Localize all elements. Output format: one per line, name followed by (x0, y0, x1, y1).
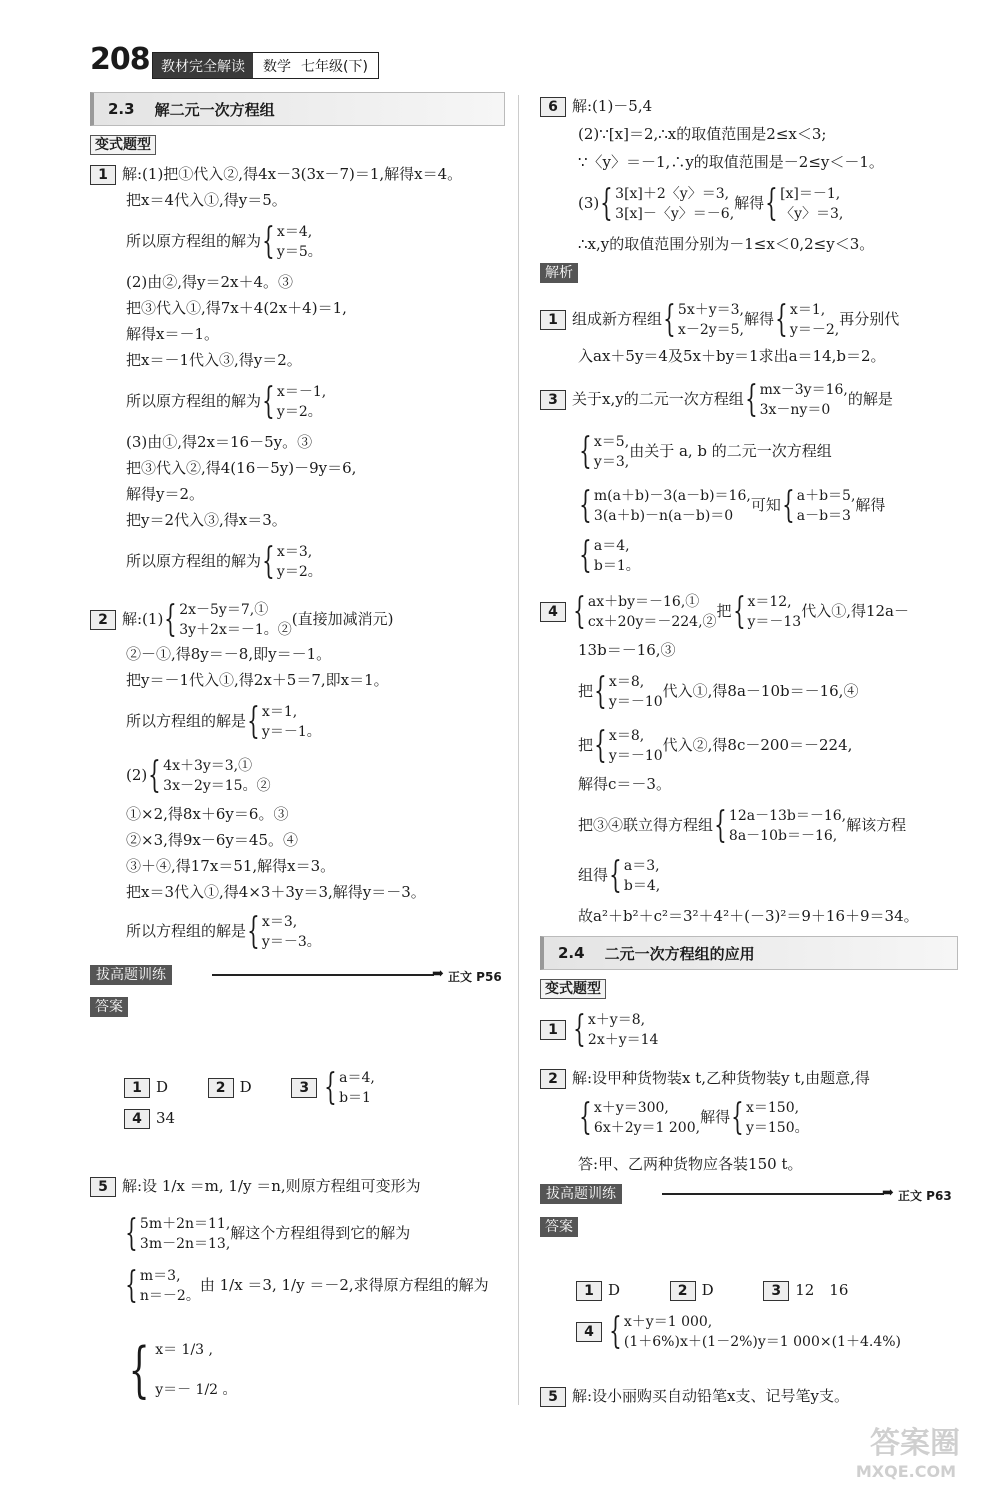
text-line: 把y＝－1代入①,得2x＋5＝7,即x＝1。 (126, 671, 389, 689)
text-line: { 5m＋2n＝11, 3m－2n＝13, 解这个方程组得到它的解为 (125, 1213, 411, 1254)
analysis-tag: 解析 (540, 262, 578, 282)
q1-line: 1 解:(1)把①代入②,得4x－3(3x－7)＝1,解得x＝4。 (90, 164, 462, 185)
text-line: { x＝5, y＝3, 由关于 a, b 的二元一次方程组 (579, 431, 832, 472)
equation-system: { 5m＋2n＝11, 3m－2n＝13, (125, 1213, 231, 1254)
equation-system: { m(a＋b)－3(a－b)＝16, 3(a＋b)－n(a－b)＝0 (579, 485, 751, 526)
q2-line: 2 解:(1) { 2x－5y＝7,① 3y＋2x＝－1。② (直接加减消元) (90, 600, 393, 640)
book-header (152, 52, 379, 79)
answer-row: 1 D 2 D 3 { a＝4, b＝1 (124, 1068, 375, 1108)
text-line: 把 { x＝8, y＝－10 代入①,得8a－10b＝－16,④ (578, 671, 859, 712)
equation-system: { x＝4, y＝5。 (262, 221, 322, 262)
text-line: 解得x＝－1。 (126, 325, 220, 343)
answer-row: 5 解:设小丽购买自动铅笔x支、记号笔y支。 (540, 1386, 849, 1407)
text-line: ①×2,得8x＋6y＝6。③ (126, 805, 289, 823)
equation-system: { x＝8, y＝－10 (594, 725, 663, 766)
q6-line: 6 解:(1)－5,4 (540, 96, 652, 117)
equation-system: { x＝ 1/3 , y＝－ 1/2 。 (128, 1335, 237, 1405)
variant-tag: 变式题型 (90, 134, 156, 154)
book-subject: 数学 (253, 53, 301, 78)
text-line: 入ax＋5y＝4及5x＋by＝1求出a＝14,b＝2。 (578, 347, 886, 365)
answer-row: 1 D 2 D 3 12 16 (576, 1280, 848, 1301)
equation-system: { 5x＋y＝3, x－2y＝5, (663, 299, 744, 340)
j1-line: 1 组成新方程组 { 5x＋y＝3, x－2y＝5, 解得 { x＝1, y＝－2, 再分别代 (540, 300, 899, 340)
text-line: 所以方程组的解是 { x＝3, y＝－3。 (126, 911, 321, 952)
section-title-2-3: 2.3 解二元一次方程组 (90, 92, 505, 126)
equation-system: { 2x－5y＝7,① 3y＋2x＝－1。② (164, 599, 292, 640)
answer-row: 4 { x＋y＝1 000, (1＋6%)x＋(1－2%)y＝1 000×(1＋4.4%) (576, 1312, 901, 1352)
equation-system: { m＝3, n＝－2。 (125, 1265, 200, 1306)
text-line: 答:甲、乙两种货物应各装150 t。 (578, 1155, 803, 1173)
text-line: 所以原方程组的解为 { x＝4, y＝5。 (126, 221, 322, 262)
equation-system: { x＝150, y＝150。 (731, 1097, 809, 1138)
equation-system: { [x]＝－1, 〈y〉＝3, (765, 183, 844, 224)
watermark-logo: 答案圈 (870, 1426, 960, 1461)
section-title-2-4: 2.4 二元一次方程组的应用 (540, 936, 958, 970)
page-reference: 正文 P56 (448, 970, 502, 984)
answer-tag: 答案 (90, 996, 128, 1016)
variant-tag: 变式题型 (540, 978, 606, 998)
watermark-url: MXQE.COM (855, 1462, 956, 1481)
text-line: 13b＝－16,③ (578, 641, 676, 659)
page-reference: 正文 P63 (898, 1189, 952, 1203)
text-line: 把③④联立得方程组 { 12a－13b＝－16, 8a－10b＝－16, 解该方程 (578, 805, 907, 846)
book-grade: 七年级(下) (301, 53, 378, 78)
text-line (578, 536, 640, 576)
text-line: 所以原方程组的解为 { x＝－1, y＝2。 (126, 381, 327, 422)
equation-system: { x＝3, y＝－3。 (247, 911, 321, 952)
b24-q2: 2 解:设甲种货物装x t,乙种货物装y t,由题意,得 (540, 1068, 870, 1089)
text-line: 所以原方程组的解为 { x＝3, y＝2。 (126, 541, 322, 582)
text-line: { m(a＋b)－3(a－b)＝16, 3(a＋b)－n(a－b)＝0 可知 { a＋b＝5, a－b＝3 解得 (579, 485, 886, 526)
arrow-icon: ➡ (432, 966, 444, 982)
equation-system: { x＋y＝8, 2x＋y＝14 (573, 1009, 659, 1050)
text-line: 把y＝2代入③,得x＝3。 (126, 511, 287, 529)
text-line: ②×3,得9x－6y＝45。④ (126, 831, 298, 849)
page-number: 208 (90, 42, 150, 77)
text-line: ②－①,得8y＝－8,即y＝－1。 (126, 645, 332, 663)
equation-system: { a＝4, b＝1。 (579, 535, 640, 576)
text-line: 把 { x＝8, y＝－10 代入②,得8c－200＝－224, (578, 725, 853, 766)
j3-line: 3 关于x,y的二元一次方程组 { mx－3y＝16, 3x－ny＝0 的解是 (540, 380, 893, 420)
equation-system: { x＝8, y＝－10 (594, 671, 663, 712)
equation-system: { x＝5, y＝3, (579, 431, 630, 472)
text-line: 把x＝－1代入③,得y＝2。 (126, 351, 302, 369)
book-title: 教材完全解读 (153, 53, 253, 78)
equation-system: { a＝3, b＝4, (609, 855, 661, 896)
arrow-icon: ➡ (882, 1185, 894, 1201)
text-line: ∴x,y的取值范围分别为－1≤x＜0,2≤y＜3。 (578, 235, 875, 253)
equation-system: { ax＋by＝－16,① cx＋20y＝－224,② (573, 591, 717, 632)
text-line: { m＝3, n＝－2。 由 1/x ＝3, 1/y ＝－2,求得原方程组的解为 (125, 1265, 489, 1306)
text-line: (2) { 4x＋3y＝3,① 3x－2y＝15。② (126, 755, 271, 796)
text-line: (2)∵[x]＝2,∴x的取值范围是2≤x＜3; (578, 125, 827, 143)
text-line: { x＋y＝300, 6x＋2y＝1 200, 解得 { x＝150, y＝150。 (579, 1097, 809, 1138)
q5-line: 5 解:设 1/x ＝m, 1/y ＝n,则原方程组可变形为 (90, 1176, 421, 1197)
arrow-line (212, 974, 434, 976)
equation-system: { x＝3, y＝2。 (262, 541, 322, 582)
text-line: 把③代入②,得4(16－5y)－9y＝6, (126, 459, 357, 477)
text-line: 解得y＝2。 (126, 485, 205, 503)
column-divider (518, 95, 519, 1405)
equation-system: { 12a－13b＝－16, 8a－10b＝－16, (714, 805, 847, 846)
text-line: 组得 { a＝3, b＝4, (578, 855, 661, 896)
arrow-line (662, 1193, 884, 1195)
equation-system: { a＋b＝5, a－b＝3 (781, 485, 856, 526)
equation-system: { x＝－1, y＝2。 (262, 381, 327, 422)
equation-system: { x＋y＝1 000, (1＋6%)x＋(1－2%)y＝1 000×(1＋4.4%) (609, 1311, 902, 1352)
equation-system: { x＝1, y＝－2, (775, 299, 840, 340)
text-line: 解得c＝－3。 (578, 775, 671, 793)
answer-tag: 答案 (540, 1216, 578, 1236)
equation-system: { 4x＋3y＝3,① 3x－2y＝15。② (148, 755, 271, 796)
text-line: 把x＝4代入①,得y＝5。 (126, 191, 287, 209)
advanced-training-tag: 拔高题训练 (540, 1183, 622, 1203)
text-line: ∵〈y〉＝－1,∴y的取值范围是－2≤y＜－1。 (578, 153, 884, 171)
text-line: 所以方程组的解是 { x＝1, y＝－1。 (126, 701, 321, 742)
equation-system: { a＝4, b＝1 (324, 1067, 375, 1108)
text-line: (3) { 3[x]＋2〈y〉＝3, 3[x]－〈y〉＝－6, 解得 { [x]＝－1, 〈y〉＝3, (578, 183, 844, 224)
equation-system: { x＋y＝300, 6x＋2y＝1 200, (579, 1097, 701, 1138)
text-line: 把x＝3代入①,得4×3＋3y＝3,解得y＝－3。 (126, 883, 426, 901)
equation-system: { x＝12, y＝－13 (732, 591, 802, 632)
answer-row: 4 34 (124, 1108, 175, 1129)
text-line: (3)由①,得2x＝16－5y。③ (126, 433, 313, 451)
text-line: 把③代入①,得7x＋4(2x＋4)＝1, (126, 299, 347, 317)
equation-system: { 3[x]＋2〈y〉＝3, 3[x]－〈y〉＝－6, (600, 183, 735, 224)
equation-system: { mx－3y＝16, 3x－ny＝0 (744, 379, 848, 420)
equation-system: { x＝1, y＝－1。 (247, 701, 321, 742)
text-line: 故a²＋b²＋c²＝3²＋4²＋(－3)²＝9＋16＋9＝34。 (578, 907, 919, 925)
advanced-training-tag: 拔高题训练 (90, 964, 172, 984)
j4-line: 4 { ax＋by＝－16,① cx＋20y＝－224,② 把 { x＝12, y＝－13 代入①,得12a－ (540, 592, 909, 632)
text-line (124, 1330, 237, 1410)
text-line: (2)由②,得y＝2x＋4。③ (126, 273, 294, 291)
text-line: ③＋④,得17x＝51,解得x＝3。 (126, 857, 336, 875)
b24-q1: 1 { x＋y＝8, 2x＋y＝14 (540, 1010, 658, 1050)
